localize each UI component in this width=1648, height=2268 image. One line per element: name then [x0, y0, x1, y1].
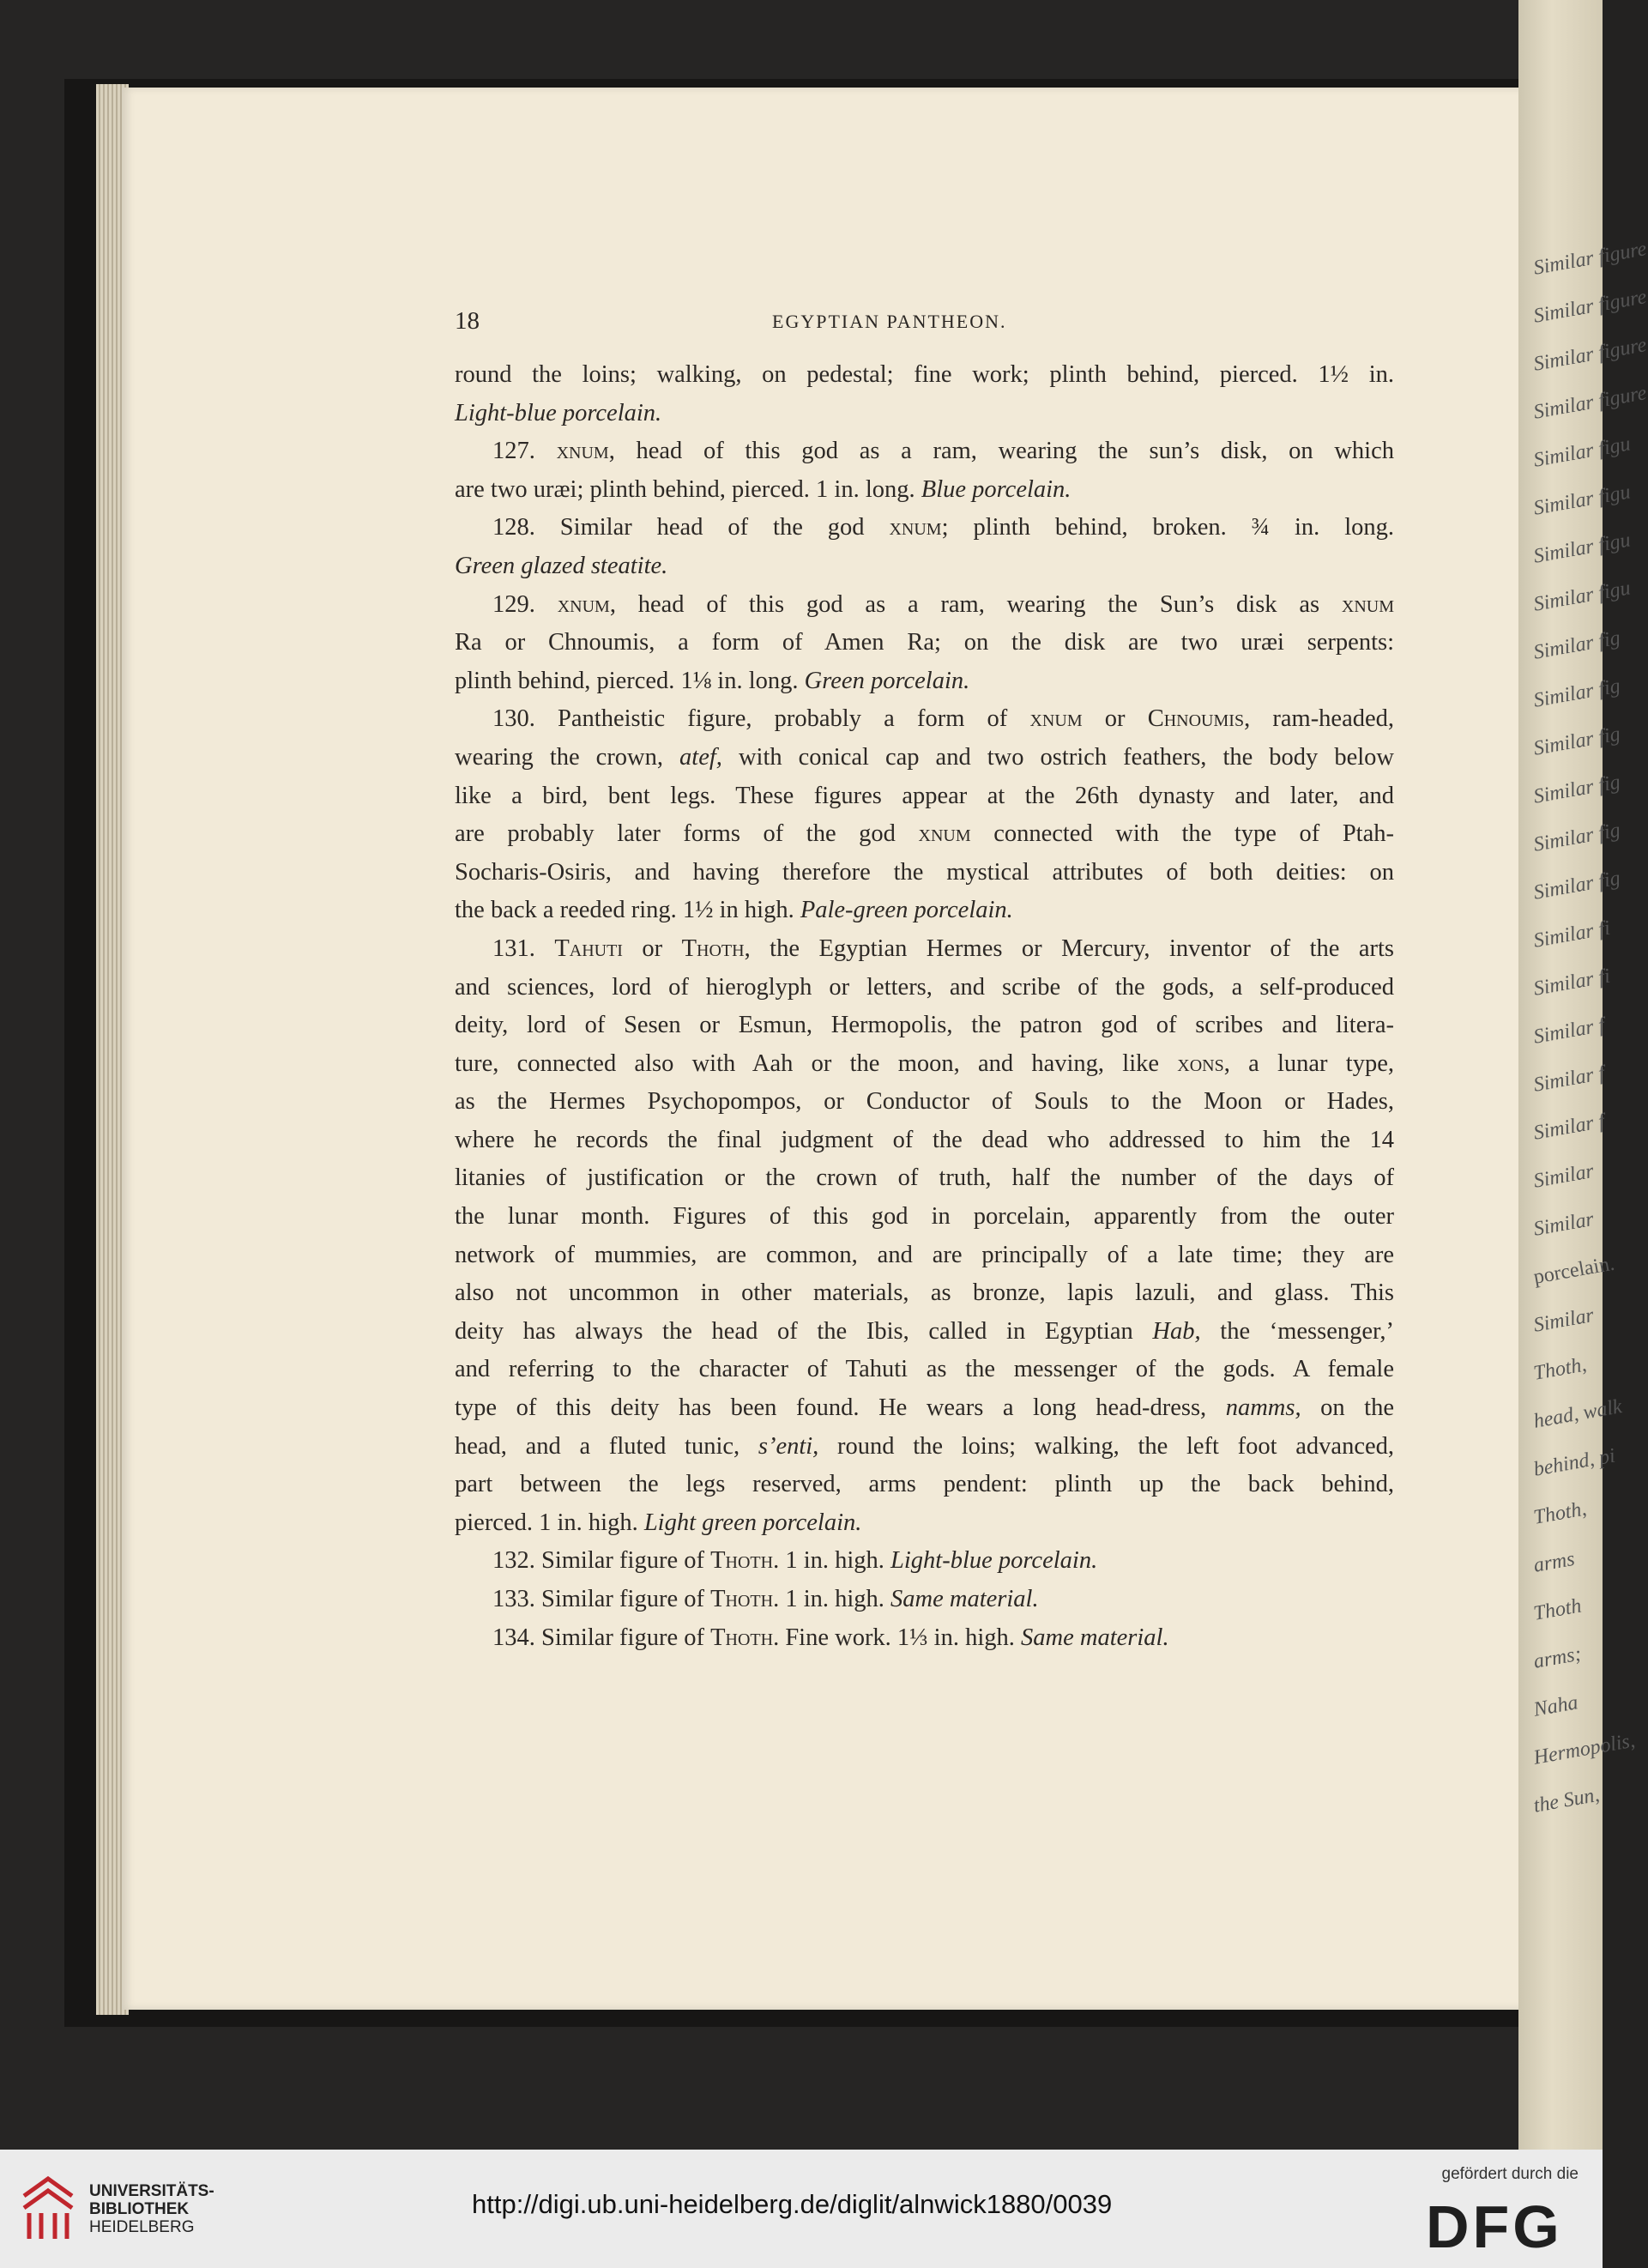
facing-page-text: Similar f	[1531, 1013, 1607, 1049]
catalogue-text	[455, 356, 1394, 1657]
text-run: Ra or Chnoumis, a form of Amen Ra; on the disk are two uræi serpents:	[455, 629, 1394, 656]
running-title: EGYPTIAN PANTHEON.	[772, 311, 1007, 332]
facing-page-text: Similar fi	[1531, 965, 1612, 1001]
text-run: are probably later forms of the god	[455, 820, 919, 848]
facing-page-text: Similar	[1531, 1207, 1596, 1241]
small-caps-text: Thoth	[710, 1547, 774, 1575]
facing-page-text: Similar fig	[1531, 771, 1622, 808]
facing-page-text: Similar figu	[1531, 577, 1633, 616]
facing-page-text: Similar figure	[1531, 238, 1648, 280]
facing-page-fragment	[1518, 0, 1648, 2150]
text-run: with conical cap and two ostrich feathers, the body below	[721, 743, 1394, 771]
text-line	[455, 1466, 1394, 1504]
text-line	[455, 1389, 1394, 1428]
text-line	[455, 777, 1394, 816]
italic-text: namms,	[1225, 1394, 1301, 1422]
facing-page-text: head, walk	[1531, 1395, 1624, 1433]
text-run: on the	[1301, 1394, 1394, 1422]
facing-page-text: Similar fig	[1531, 674, 1622, 712]
text-run: deity has always the head of the Ibis, called in Egyptian	[455, 1317, 1153, 1345]
text-run: , a lunar type,	[1223, 1049, 1394, 1077]
facing-page-text: Thoth	[1531, 1594, 1584, 1625]
facing-page-text: Similar figure	[1531, 286, 1648, 328]
dfg-logo-text: DFG	[1426, 2193, 1563, 2260]
text-run: also not uncommon in other materials, as bronze, lapis lazuli, and glass. This	[455, 1279, 1394, 1307]
facing-page-text: Similar figu	[1531, 529, 1633, 568]
text-line	[455, 1504, 1394, 1543]
text-run: part between the legs reserved, arms pendent: plinth up the back behind,	[455, 1471, 1394, 1498]
text-run: 128. Similar head of the god	[492, 514, 890, 541]
text-line	[455, 700, 1394, 739]
text-run: ture, connected also with Aah or the moon, and having, like	[455, 1049, 1178, 1077]
facing-page-text: Naha	[1531, 1691, 1580, 1721]
text-line	[455, 547, 1394, 586]
small-caps-text: χnum	[1029, 705, 1083, 733]
small-caps-text: Tahuti	[554, 934, 623, 962]
footer-bar	[0, 2150, 1603, 2268]
italic-text: Light-blue porcelain.	[890, 1547, 1098, 1575]
text-run: 132. Similar figure of	[492, 1547, 711, 1575]
text-line	[455, 356, 1394, 395]
text-run: and referring to the character of Tahuti as the messenger of the gods. A female	[455, 1356, 1394, 1383]
small-caps-text: Chnoumis	[1147, 705, 1245, 733]
text-run: ; plinth behind, broken. ¾ in. long.	[941, 514, 1394, 541]
facing-page-text: Thoth,	[1531, 1497, 1589, 1529]
text-run: the lunar month. Figures of this god in porcelain, apparently from the outer	[455, 1203, 1394, 1231]
italic-text: Same material.	[890, 1586, 1039, 1612]
small-caps-text: χnum	[557, 590, 610, 618]
small-caps-text: Thoth	[710, 1586, 774, 1612]
text-line	[455, 854, 1394, 892]
text-run: 131.	[492, 934, 555, 962]
italic-text: Green porcelain.	[804, 667, 970, 694]
italic-text: Light-blue porcelain.	[455, 399, 662, 426]
text-line	[455, 1007, 1394, 1045]
italic-text: Green glazed steatite.	[455, 552, 668, 579]
small-caps-text: χnum	[556, 438, 609, 465]
text-run: round the loins; walking, on pedestal; fine work; plinth behind, pierced. 1½ in.	[455, 361, 1394, 388]
facing-page-text: Similar fig	[1531, 819, 1622, 856]
permalink-url[interactable]: http://digi.ub.uni-heidelberg.de/diglit/alnwick1880/0039	[472, 2189, 1113, 2219]
facing-page-text: arms	[1531, 1547, 1577, 1577]
text-line	[455, 739, 1394, 777]
facing-page-text: Similar f	[1531, 1061, 1607, 1097]
small-caps-text: Thoth	[681, 934, 745, 962]
text-run: , ram-headed,	[1244, 705, 1395, 733]
facing-page-text: Similar figu	[1531, 481, 1633, 520]
text-run: 127.	[492, 438, 557, 465]
text-line	[455, 1198, 1394, 1237]
italic-text: Light green porcelain.	[643, 1509, 862, 1536]
text-run: as the Hermes Psychopompos, or Conductor of Souls to the Moon or Hades,	[455, 1088, 1394, 1116]
text-line	[455, 1274, 1394, 1313]
text-run: pierced. 1 in. high.	[455, 1509, 644, 1536]
small-caps-text: Thoth	[710, 1624, 774, 1651]
text-run: like a bird, bent legs. These figures appear at the 26th dynasty and later, and	[455, 782, 1394, 809]
facing-page-text: Similar fig	[1531, 723, 1622, 760]
small-caps-text: χnum	[889, 514, 942, 541]
text-line	[455, 892, 1394, 930]
text-run: round the loins; walking, the left foot advanced,	[818, 1432, 1395, 1460]
text-line	[455, 969, 1394, 1007]
text-run: . 1 in. high.	[773, 1547, 891, 1575]
italic-text: s’enti,	[758, 1432, 819, 1460]
facing-page-text: Similar fig	[1531, 867, 1622, 904]
running-head	[455, 307, 1398, 342]
text-line	[455, 1619, 1394, 1658]
text-run: , head of this god as a ram, wearing the Sun’s disk as	[609, 590, 1342, 618]
facing-page-text: porcelain.	[1531, 1252, 1617, 1289]
facing-page-text: behind, pi	[1531, 1444, 1617, 1481]
facing-page-text: Similar fig	[1531, 626, 1622, 664]
text-run: where he records the final judgment of the dead who addressed to him the 14	[455, 1126, 1394, 1153]
text-run: wearing the crown,	[455, 743, 680, 771]
text-line	[455, 1159, 1394, 1198]
text-run: 134. Similar figure of	[492, 1624, 711, 1651]
dfg-logo[interactable]	[1426, 2193, 1580, 2260]
text-line	[455, 930, 1394, 969]
text-line	[455, 1313, 1394, 1352]
italic-text: Same material.	[1021, 1624, 1169, 1651]
text-run: . Fine work. 1⅓ in. high.	[773, 1624, 1022, 1651]
text-line	[455, 586, 1394, 625]
facing-page-text: Similar figure	[1531, 382, 1648, 424]
text-run: the back a reeded ring. 1½ in high.	[455, 897, 800, 924]
facing-page-text: Similar f	[1531, 1110, 1607, 1145]
text-run: 129.	[492, 590, 558, 618]
text-run: 130. Pantheistic figure, probably a form of	[492, 705, 1030, 733]
text-run: or	[1082, 705, 1148, 733]
text-line	[455, 1581, 1394, 1619]
facing-page-text: Similar figure	[1531, 334, 1648, 376]
university-library-logo[interactable]	[17, 2170, 79, 2246]
text-line	[455, 815, 1394, 854]
text-line	[455, 471, 1394, 510]
text-run: type of this deity has been found. He wears a long head-dress,	[455, 1394, 1226, 1422]
facing-page-text: Similar	[1531, 1159, 1596, 1193]
text-run: deity, lord of Sesen or Esmun, Hermopolis, the patron god of scribes and litera-	[455, 1012, 1394, 1039]
library-name-line: UNIVERSITÄTS-	[89, 2182, 214, 2200]
small-caps-text: χons	[1177, 1049, 1224, 1077]
text-line	[455, 1122, 1394, 1160]
text-line	[455, 432, 1394, 471]
text-run: head, and a fluted tunic,	[455, 1432, 758, 1460]
facing-page-text: Similar	[1531, 1303, 1596, 1337]
text-line	[455, 624, 1394, 662]
text-run: and sciences, lord of hieroglyph or letters, and scribe of the gods, a self-produced	[455, 973, 1394, 1001]
small-caps-text: χnum	[1341, 590, 1395, 618]
text-run: , head of this god as a ram, wearing the sun’s disk, on which	[608, 438, 1394, 465]
text-line	[455, 1237, 1394, 1275]
italic-text: Blue porcelain.	[921, 475, 1072, 503]
italic-text: Pale-green porcelain.	[800, 897, 1013, 924]
text-run: are two uræi; plinth behind, pierced. 1 in. long.	[455, 475, 921, 503]
text-run: network of mummies, are common, and are principally of a late time; they are	[455, 1241, 1394, 1268]
facing-page-text: Hermopolis,	[1531, 1729, 1637, 1769]
text-line	[455, 395, 1394, 433]
funding-note: gefördert durch die	[1441, 2165, 1579, 2183]
library-name	[89, 2182, 214, 2236]
text-line	[455, 1351, 1394, 1389]
text-line	[455, 1083, 1394, 1122]
facing-page-text: arms;	[1531, 1642, 1584, 1673]
facing-page-text: Similar fi	[1531, 916, 1612, 953]
text-line	[455, 1045, 1394, 1084]
text-run: plinth behind, pierced. 1⅛ in. long.	[455, 667, 805, 694]
text-line	[455, 1542, 1394, 1581]
facing-page-text: Similar figu	[1531, 432, 1633, 472]
small-caps-text: χnum	[918, 820, 971, 848]
italic-text: atef,	[679, 743, 722, 771]
italic-text: Hab,	[1152, 1317, 1201, 1345]
facing-page-text: Thoth,	[1531, 1353, 1589, 1385]
text-run: the ‘messenger,’	[1200, 1317, 1394, 1345]
text-run: Socharis-Osiris, and having therefore the mystical attributes of both deities: on	[455, 858, 1394, 886]
text-run: litanies of justification or the crown of truth, half the number of the days of	[455, 1164, 1394, 1192]
text-line	[455, 1428, 1394, 1467]
text-run: . 1 in. high.	[773, 1586, 891, 1612]
text-run: 133. Similar figure of	[492, 1586, 711, 1612]
text-line	[455, 509, 1394, 547]
text-line	[455, 662, 1394, 701]
text-run: , the Egyptian Hermes or Mercury, inventor of the arts	[744, 934, 1394, 962]
facing-page-text: the Sun,	[1531, 1783, 1602, 1817]
page-number: 18	[455, 307, 480, 335]
text-run: or	[622, 934, 682, 962]
text-run: connected with the type of Ptah-	[970, 820, 1394, 848]
library-name-line: HEIDELBERG	[89, 2218, 195, 2236]
library-name-line: BIBLIOTHEK	[89, 2200, 190, 2218]
